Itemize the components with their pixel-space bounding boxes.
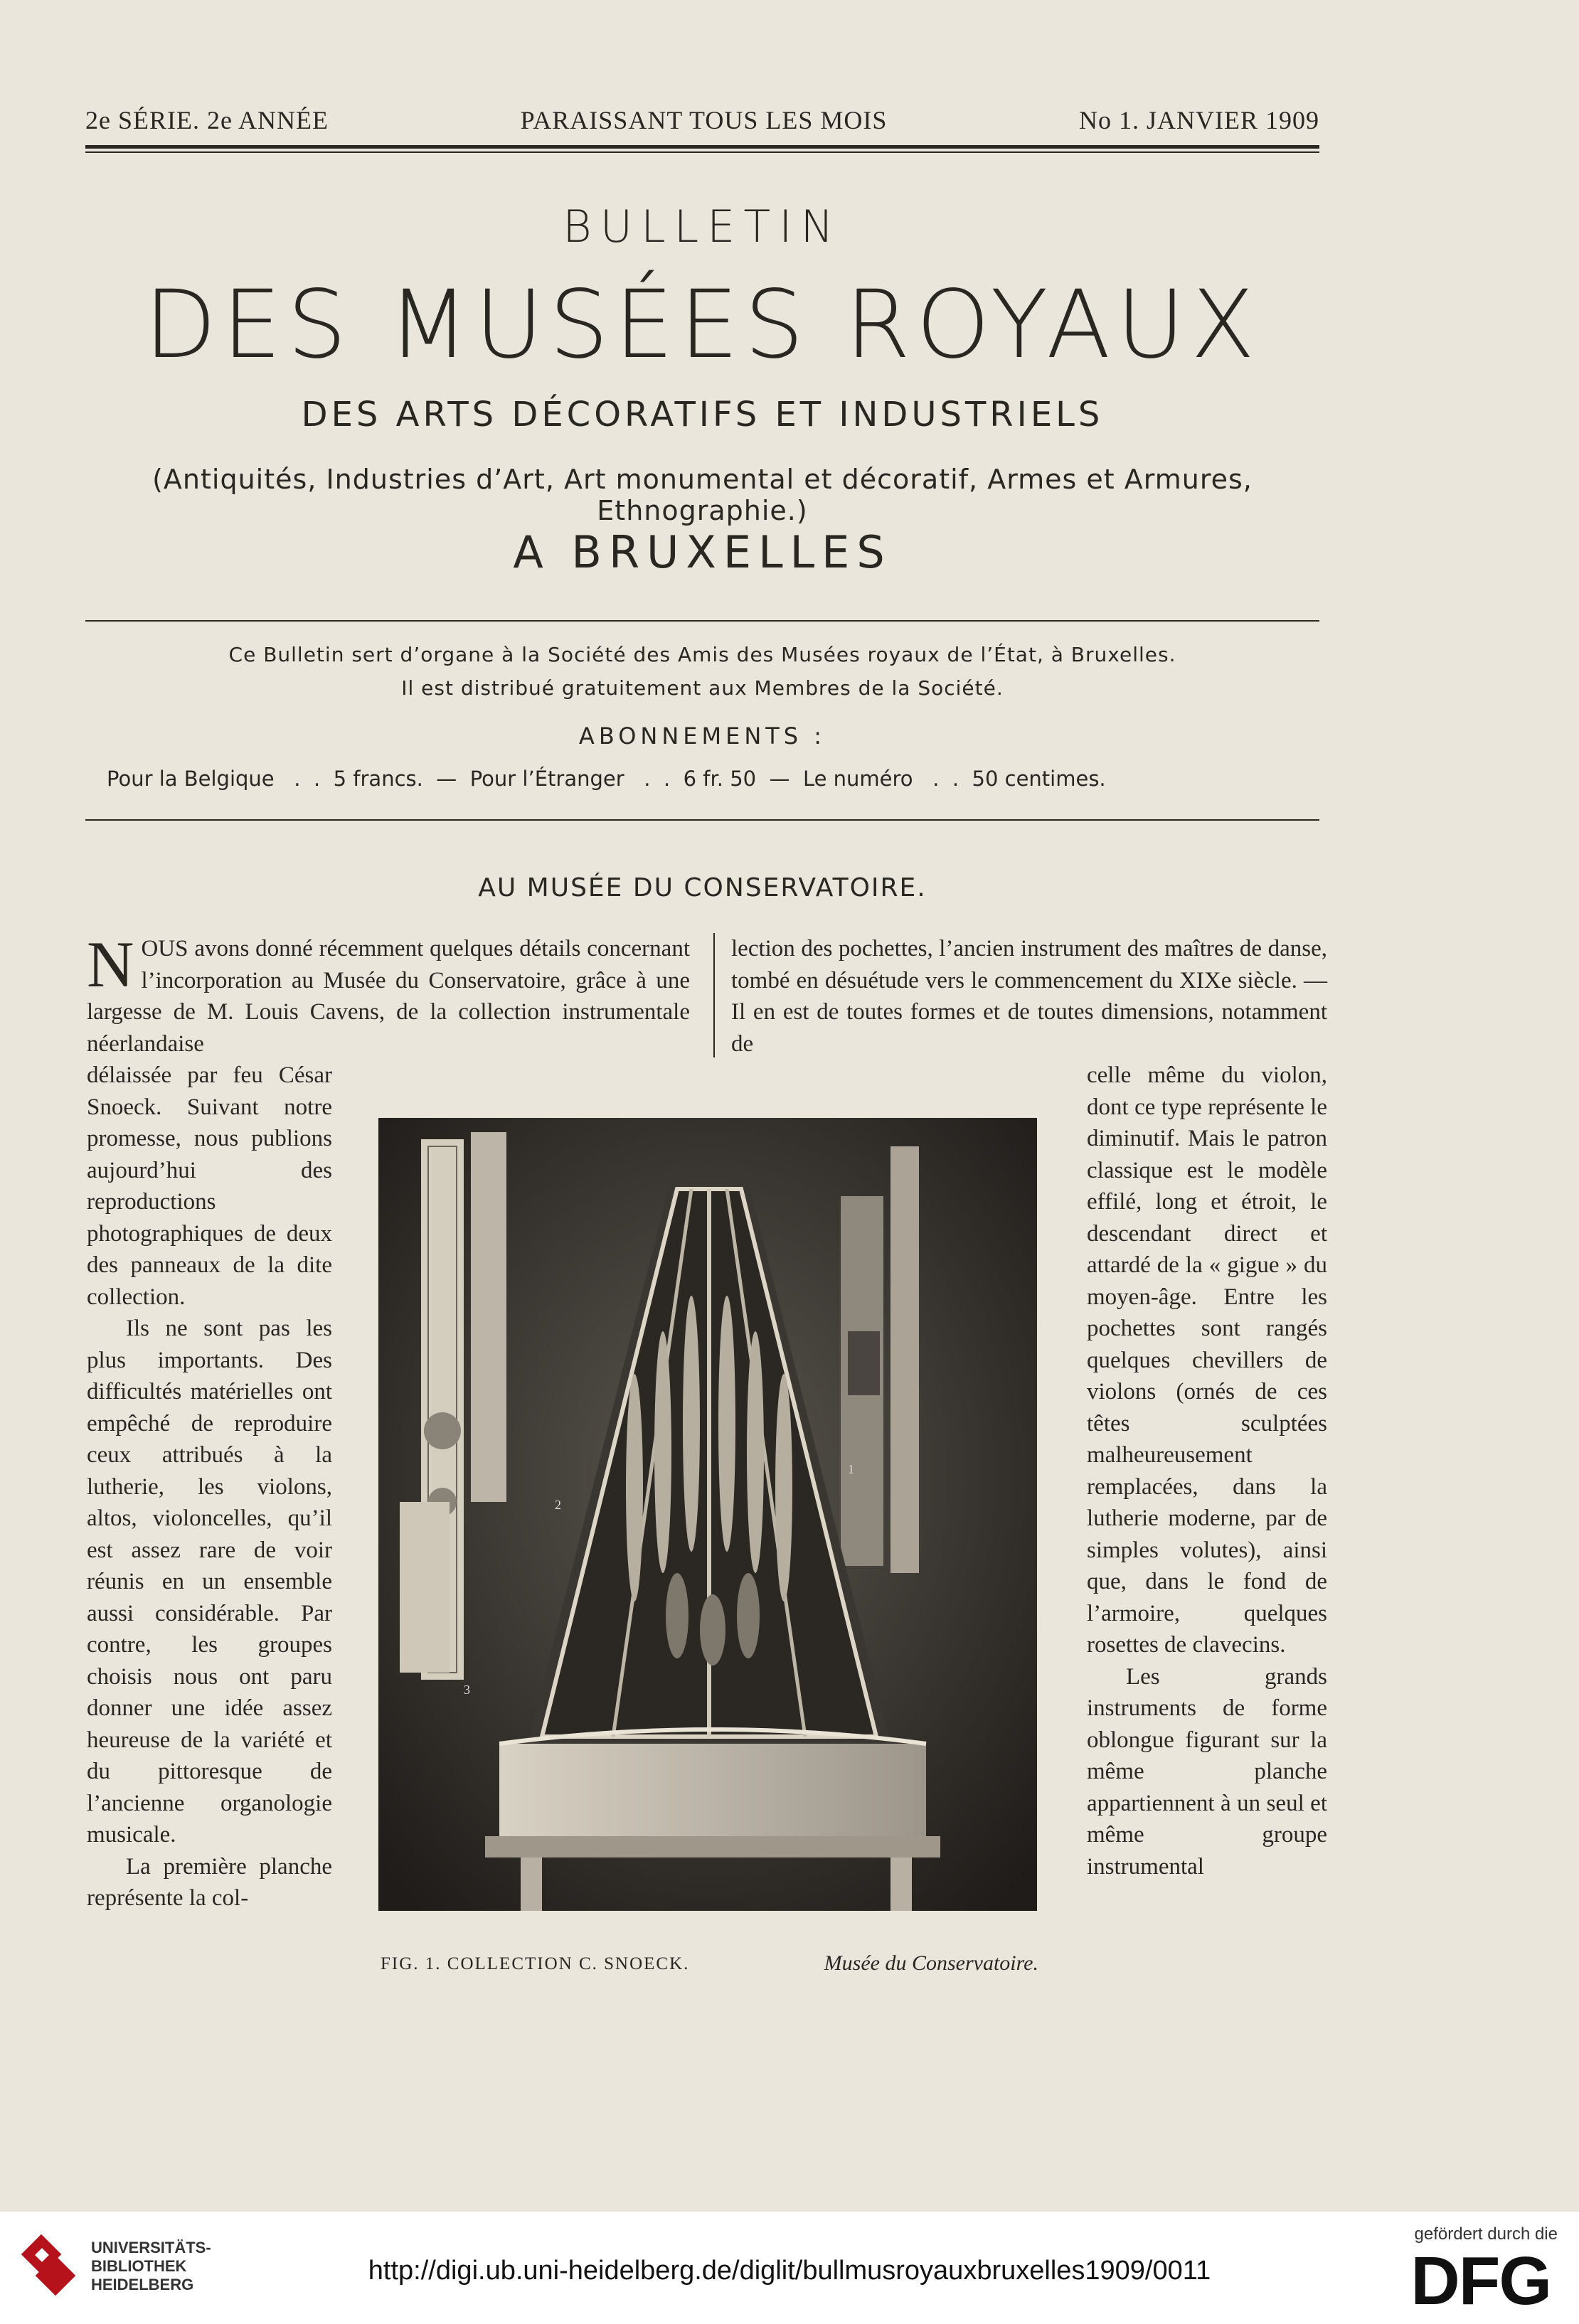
masthead-subtitle: DES ARTS DÉCORATIFS ET INDUSTRIELS: [301, 395, 1104, 435]
running-header: [85, 105, 1319, 135]
subscription-prices: Pour la Belgique . . 5 francs. — Pour l’Étranger . . 6 fr. 50 — Le numéro . . 50 centimes.: [107, 767, 1106, 791]
header-rule-thin: [85, 151, 1319, 153]
figure-photograph: [378, 1118, 1037, 1911]
paragraph-text: La première planche représente la col-: [87, 1853, 332, 1911]
figure-label-1: 1: [848, 1462, 854, 1476]
paragraph-text: celle même du violon, dont ce type représente le diminutif. Mais le patron classique est le modèle effilé, long et étroit, le descendant direct et attardé de la « gigue » du moyen-âge. Entre les pochettes sont rangés quelques chevillers de violons (ornés de ces têtes sculptées malheureusement remplacées, dans la lutherie moderne, par de simples volutes), ainsi que, dans le fond de l’armoire, quelques rosettes de clavecins.: [1087, 1062, 1327, 1658]
figure-label-3: 3: [464, 1683, 470, 1697]
notice-rule: [85, 819, 1319, 821]
figure-label-2: 2: [555, 1498, 561, 1512]
subscriptions-heading: ABONNEMENTS :: [578, 723, 826, 750]
institution-line: UNIVERSITÄTS-: [91, 2239, 211, 2256]
series-label: 2e SÉRIE. 2e ANNÉE: [85, 106, 329, 134]
institution-line: BIBLIOTHEK: [91, 2257, 187, 2275]
notice-distribution: Il est distribué gratuitement aux Membres de la Société.: [401, 676, 1004, 700]
masthead-rule: [85, 620, 1319, 622]
paragraph-text: Ils ne sont pas les plus importants. Des difficultés matérielles ont empêché de reproduire ceux attribués à la lutherie, les violons, altos, violoncelles, qu’il est assez rare de voir réunis en un ensemble aussi considérable. Par contre, les groupes choisis nous ont paru donner une idée assez heureuse de la variété et du pittoresque de l’ancienne organologie musicale.: [87, 1316, 332, 1848]
masthead-city: A BRUXELLES: [513, 526, 892, 578]
article-title: AU MUSÉE DU CONSERVATOIRE.: [478, 873, 927, 902]
paragraph-text: Les grands instruments de forme oblongue figurant sur la même planche appartiennent à un seul et même groupe instrumental: [1087, 1663, 1327, 1880]
figure-caption: FIG. 1. COLLECTION C. SNOECK.: [381, 1954, 690, 1973]
article-column-right-narrow: [1087, 1060, 1327, 1882]
column-divider: [713, 933, 715, 1057]
masthead-scope: (Antiquités, Industries d’Art, Art monumental et décoratif, Armes et Armures, Ethnographie.): [152, 464, 1253, 526]
issue-label: No 1. JANVIER 1909: [1079, 106, 1319, 134]
sponsor-note: gefördert durch die: [1414, 2224, 1558, 2244]
paragraph-text: OUS avons donné récemment quelques détails concernant l’incorporation au Musée du Conservatoire, grâce à une largesse de M. Louis Cavens, de la collection instrumentale néerlandaise: [87, 936, 690, 1057]
drop-cap: N: [87, 928, 134, 1001]
masthead-bulletin: BULLETIN: [563, 201, 842, 252]
paragraph-text: délaissée par feu César Snoeck. Suivant notre promesse, nous publions aujourd’hui des reproductions photographiques de deux des panneaux de la dite collection.: [87, 1062, 332, 1310]
digitization-footer: [0, 2212, 1579, 2324]
instrument-case-illustration: [378, 1118, 1037, 1911]
article-column-right-top: [731, 933, 1327, 1060]
permalink-url[interactable]: http://digi.ub.uni-heidelberg.de/diglit/bullmusroyauxbruxelles1909/0011: [368, 2256, 1211, 2286]
article-column-left-top: [87, 928, 690, 1060]
masthead-title: DES MUSÉES ROYAUX: [144, 270, 1261, 380]
header-rule: [85, 145, 1319, 149]
institution-line: HEIDELBERG: [91, 2276, 194, 2293]
figure-credit: Musée du Conservatoire.: [824, 1951, 1038, 1975]
dfg-logo: DFG: [1410, 2243, 1551, 2319]
periodicity-label: PARAISSANT TOUS LES MOIS: [520, 106, 888, 134]
notice-organe: Ce Bulletin sert d’organe à la Société des Amis des Musées royaux de l’État, à Bruxelles.: [228, 643, 1176, 666]
article-column-left-narrow: [87, 1060, 332, 1914]
paragraph-text: lection des pochettes, l’ancien instrument des maîtres de danse, tombé en désuétude vers le commencement du XIXe siècle. — Il en est de toutes formes et de toutes dimensions, notamment de: [731, 936, 1327, 1057]
